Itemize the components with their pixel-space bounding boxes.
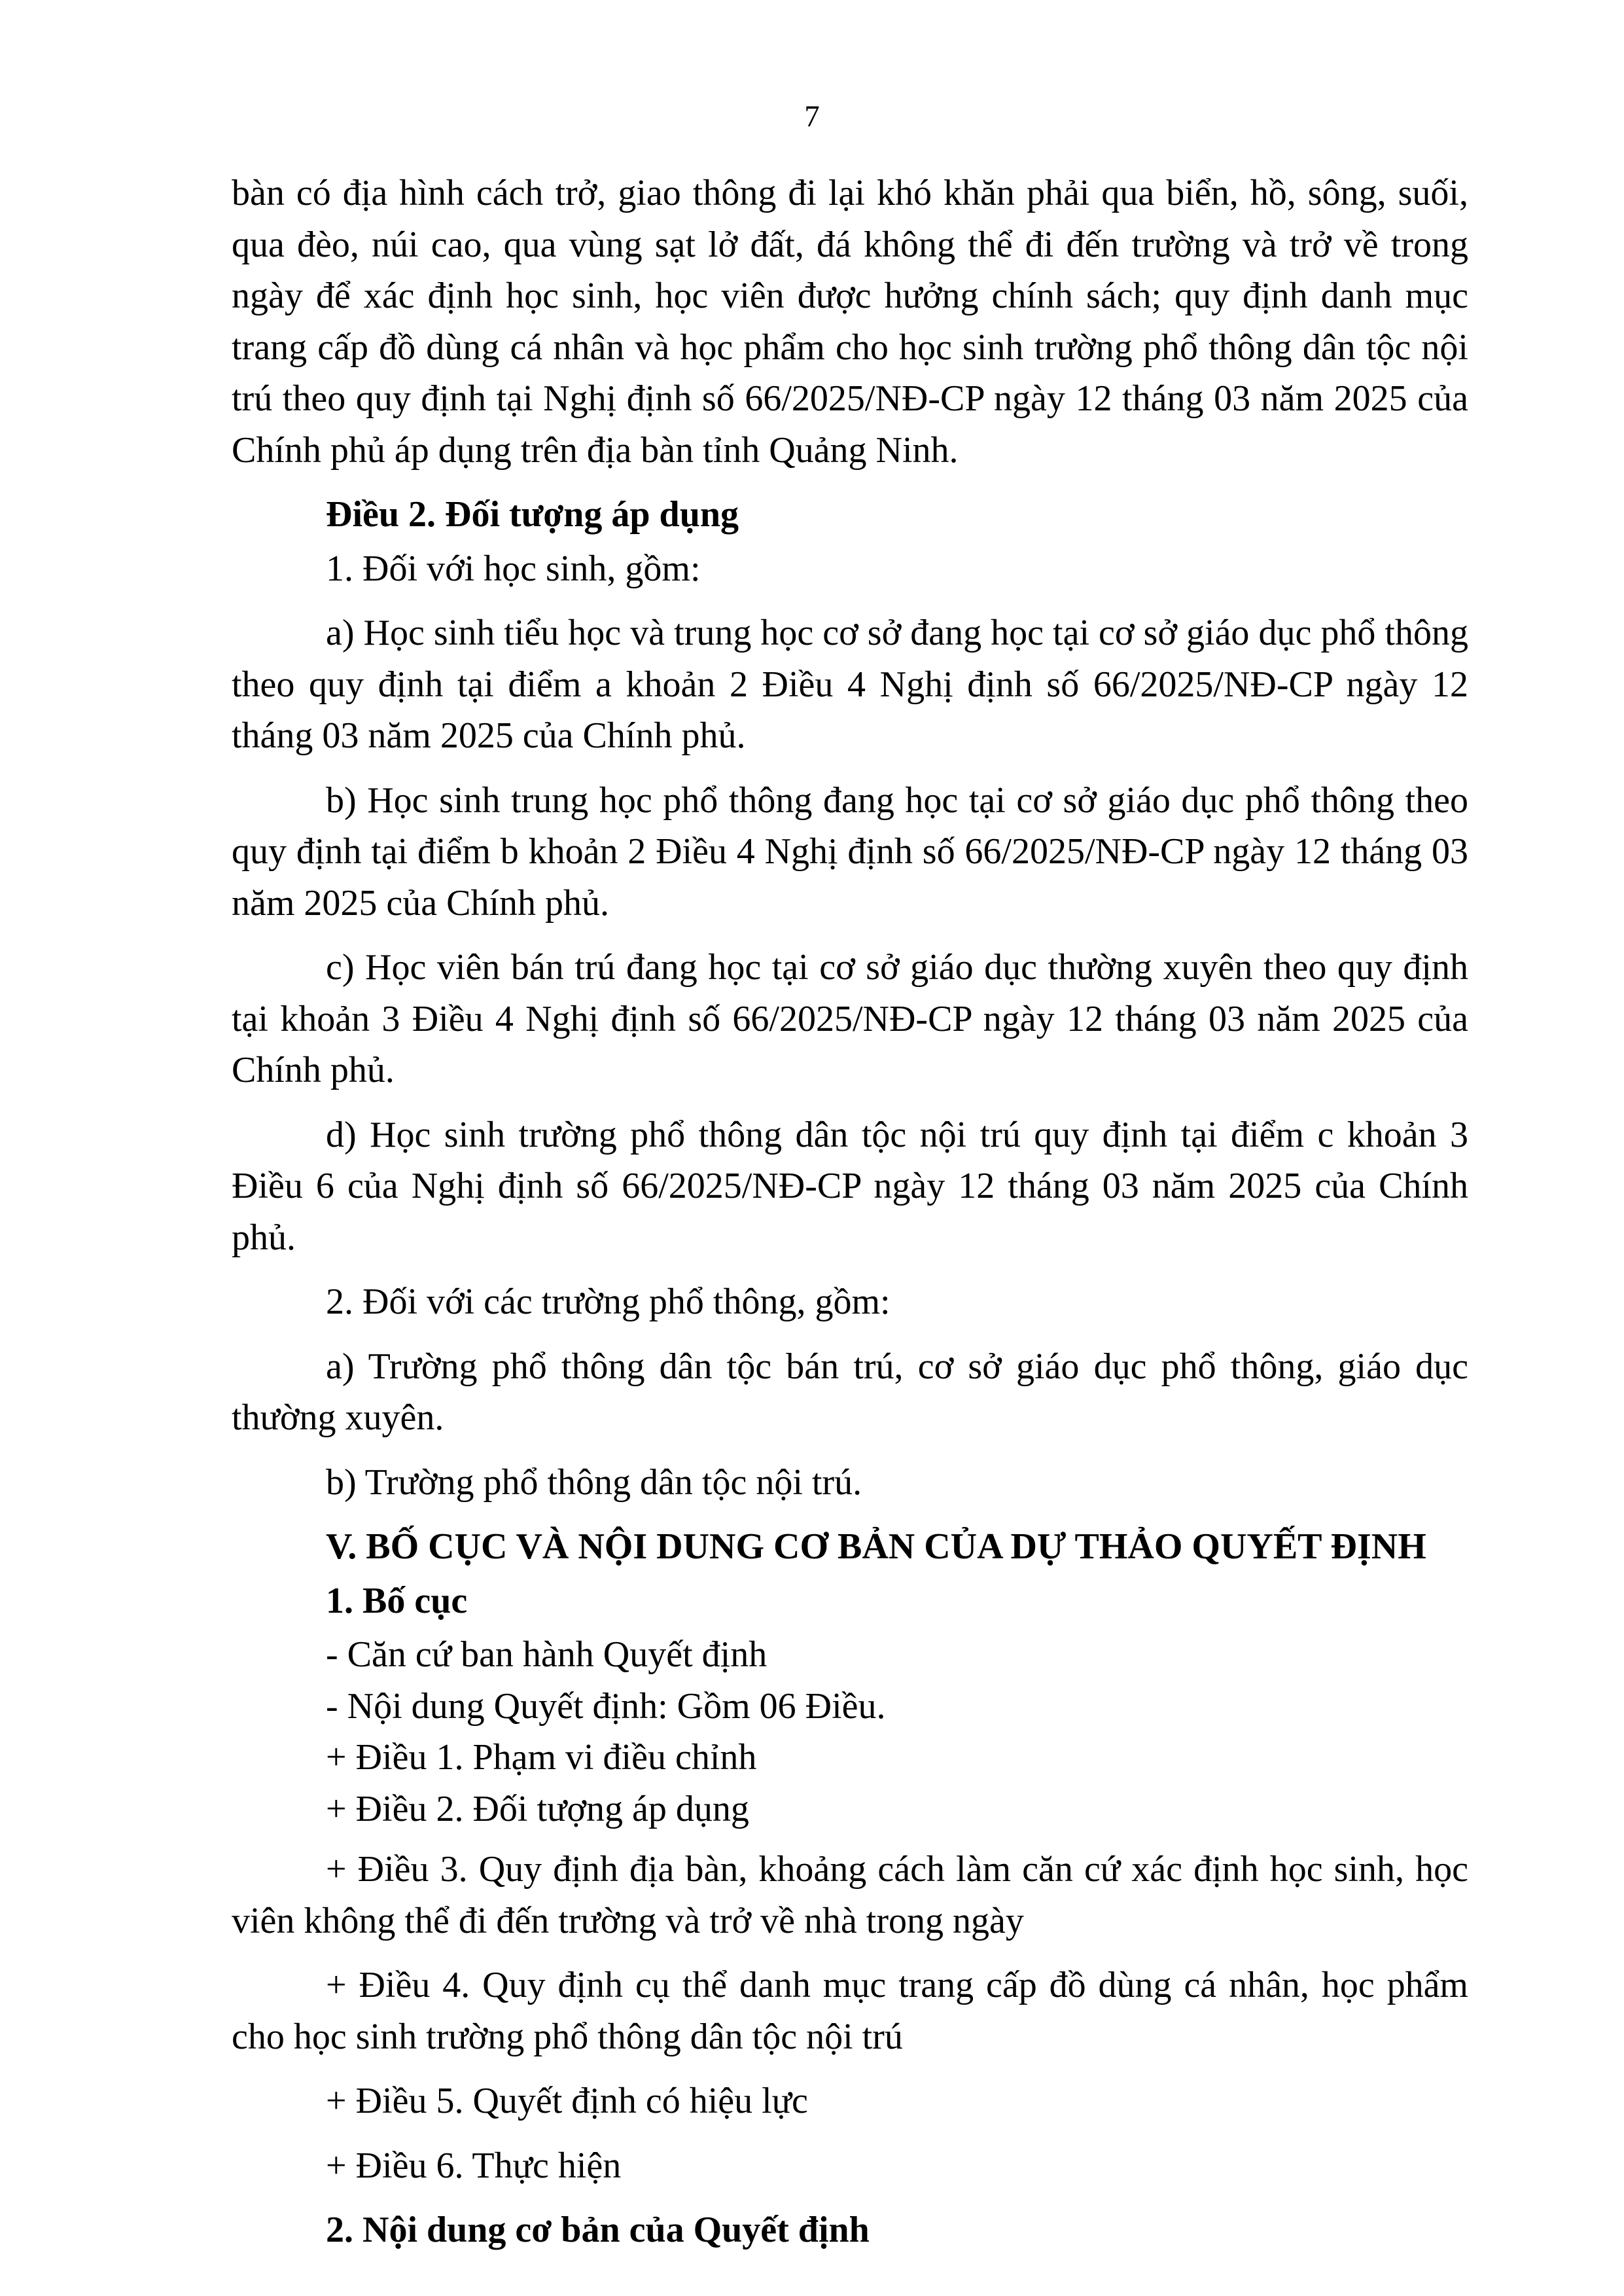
article-4-item: + Điều 4. Quy định cụ thể danh mục trang cấp đồ dùng cá nhân, học phẩm cho học sinh trường phổ thông dân tộc nội trú: [232, 1965, 1468, 2057]
article-3-item: + Điều 3. Quy định địa bàn, khoảng cách làm căn cứ xác định học sinh, học viên không thể đi đến trường và trở về nhà trong ngày: [232, 1849, 1468, 1941]
section-5-heading: V. BỐ CỤC VÀ NỘI DUNG CƠ BẢN CỦA DỰ THẢO QUYẾT ĐỊNH: [326, 1526, 1426, 1567]
article-2-item: + Điều 2. Đối tượng áp dụng: [326, 1788, 749, 1829]
item-1c: c) Học viên bán trú đang học tại cơ sở giáo dục thường xuyên theo quy định tại khoản 3 Điều 4 Nghị định số 66/2025/NĐ-CP ngày 12 tháng 03 năm 2025 của Chính phủ.: [232, 947, 1468, 1090]
item-2a: a) Trường phổ thông dân tộc bán trú, cơ sở giáo dục phổ thông, giáo dục thường xuyên.: [232, 1346, 1468, 1438]
item-1: 1. Đối với học sinh, gồm:: [326, 548, 701, 589]
page-number: 7: [804, 99, 820, 134]
item-2b: b) Trường phổ thông dân tộc nội trú.: [326, 1462, 862, 1503]
subsection-2-heading: 2. Nội dung cơ bản của Quyết định: [326, 2210, 870, 2250]
intro-paragraph: bàn có địa hình cách trở, giao thông đi lại khó khăn phải qua biển, hồ, sông, suối, qua đèo, núi cao, qua vùng sạt lở đất, đá không thể đi đến trường và trở về trong ngày để xác định học sinh, học viên được hưởng chính sách; quy định danh mục trang cấp đồ dùng cá nhân và học phẩm cho học sinh trường phổ thông dân tộc nội trú theo quy định tại Nghị định số 66/2025/NĐ-CP ngày 12 tháng 03 năm 2025 của Chính phủ áp dụng trên địa bàn tỉnh Quảng Ninh.: [232, 173, 1468, 471]
item-1b: b) Học sinh trung học phổ thông đang học tại cơ sở giáo dục phổ thông theo quy định tại điểm b khoản 2 Điều 4 Nghị định số 66/2025/NĐ-CP ngày 12 tháng 03 năm 2025 của Chính phủ.: [232, 780, 1468, 924]
article-2-heading: Điều 2. Đối tượng áp dụng: [326, 494, 739, 535]
article-1-item: + Điều 1. Phạm vi điều chỉnh: [326, 1737, 757, 1778]
layout-line-1: - Căn cứ ban hành Quyết định: [326, 1634, 768, 1675]
document-body: [232, 168, 1468, 2269]
article-5-item: + Điều 5. Quyết định có hiệu lực: [326, 2081, 808, 2121]
subsection-1-heading: 1. Bố cục: [326, 1580, 468, 1621]
item-1a: a) Học sinh tiểu học và trung học cơ sở đang học tại cơ sở giáo dục phổ thông theo quy định tại điểm a khoản 2 Điều 4 Nghị định số 66/2025/NĐ-CP ngày 12 tháng 03 năm 2025 của Chính phủ.: [232, 613, 1468, 756]
article-6-item: + Điều 6. Thực hiện: [326, 2145, 622, 2186]
item-2: 2. Đối với các trường phổ thông, gồm:: [326, 1282, 891, 1322]
layout-line-2: - Nội dung Quyết định: Gồm 06 Điều.: [326, 1685, 886, 1727]
item-1d: d) Học sinh trường phổ thông dân tộc nội trú quy định tại điểm c khoản 3 Điều 6 của Nghị định số 66/2025/NĐ-CP ngày 12 tháng 03 năm 2025 của Chính phủ.: [232, 1114, 1468, 1258]
